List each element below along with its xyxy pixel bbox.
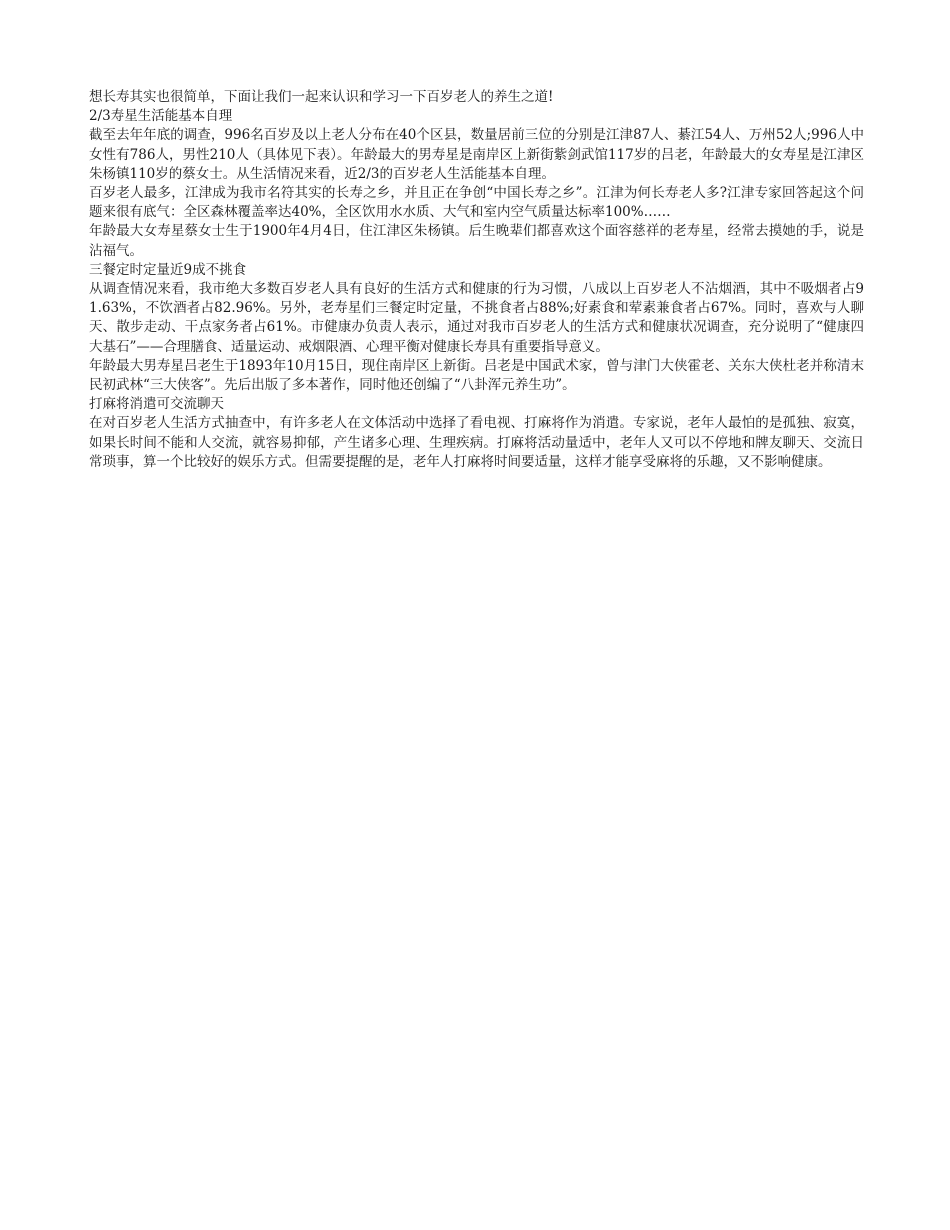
section-heading-self-care: 2/3寿星生活能基本自理 xyxy=(89,108,233,125)
paragraph-lifestyle-habits: 从调查情况来看，我市绝大多数百岁老人具有良好的生活方式和健康的行为习惯，八成以上百岁老人不沾烟酒，其中不吸烟者占91.63%，不饮酒者占82.96%。另外，老寿星们三餐定时定量，不挑食者占88%;好素食和荤素兼食者占67%。同时，喜欢与人聊天、散步走动、干点家务者占61%。市健康办负责人表示，通过对我市百岁老人的生活方式和健康状况调查，充分说明了“健康四大基石”——合理膳食、适量运动、戒烟限酒、心理平衡对健康长寿具有重要指导意义。 xyxy=(89,281,864,355)
paragraph-oldest-woman: 年龄最大女寿星蔡女士生于1900年4月4日，住江津区朱杨镇。后生晚辈们都喜欢这个面容慈祥的老寿星，经常去摸她的手，说是沾福气。 xyxy=(89,223,864,259)
paragraph-jiangjin-longevity: 百岁老人最多，江津成为我市名符其实的长寿之乡，并且正在争创“中国长寿之乡”。江津为何长寿老人多?江津专家回答起这个问题来很有底气：全区森林覆盖率达40%，全区饮用水水质、大气和室内空气质量达标率100%…… xyxy=(89,185,864,221)
paragraph-survey-distribution: 截至去年年底的调查，996名百岁及以上老人分布在40个区县，数量居前三位的分别是江津87人、綦江54人、万州52人;996人中女性有786人，男性210人（具体见下表）。年龄最大的男寿星是南岸区上新街紫剑武馆117岁的吕老，年龄最大的女寿星是江津区朱杨镇110岁的蔡女士。从生活情况来看，近2/3的百岁老人生活能基本自理。 xyxy=(89,127,864,182)
section-heading-mahjong: 打麻将消遣可交流聊天 xyxy=(89,396,224,413)
paragraph-mahjong-leisure: 在对百岁老人生活方式抽查中，有许多老人在文体活动中选择了看电视、打麻将作为消遣。专家说，老年人最怕的是孤独、寂寞，如果长时间不能和人交流，就容易抑郁，产生诸多心理、生理疾病。打麻将活动量适中，老年人又可以不停地和牌友聊天、交流日常琐事，算一个比较好的娱乐方式。但需要提醒的是，老年人打麻将时间要适量，这样才能享受麻将的乐趣，又不影响健康。 xyxy=(89,415,864,470)
paragraph-oldest-man: 年龄最大男寿星吕老生于1893年10月15日，现住南岸区上新街。吕老是中国武术家，曾与津门大侠霍老、关东大侠杜老并称清末民初武林“三大侠客”。先后出版了多本著作，同时他还创编了“八卦浑元养生功”。 xyxy=(89,357,864,394)
section-heading-meals: 三餐定时定量近9成不挑食 xyxy=(89,261,247,278)
article-body xyxy=(89,88,864,472)
article-intro: 想长寿其实也很简单，下面让我们一起来认识和学习一下百岁老人的养生之道! xyxy=(89,89,554,105)
